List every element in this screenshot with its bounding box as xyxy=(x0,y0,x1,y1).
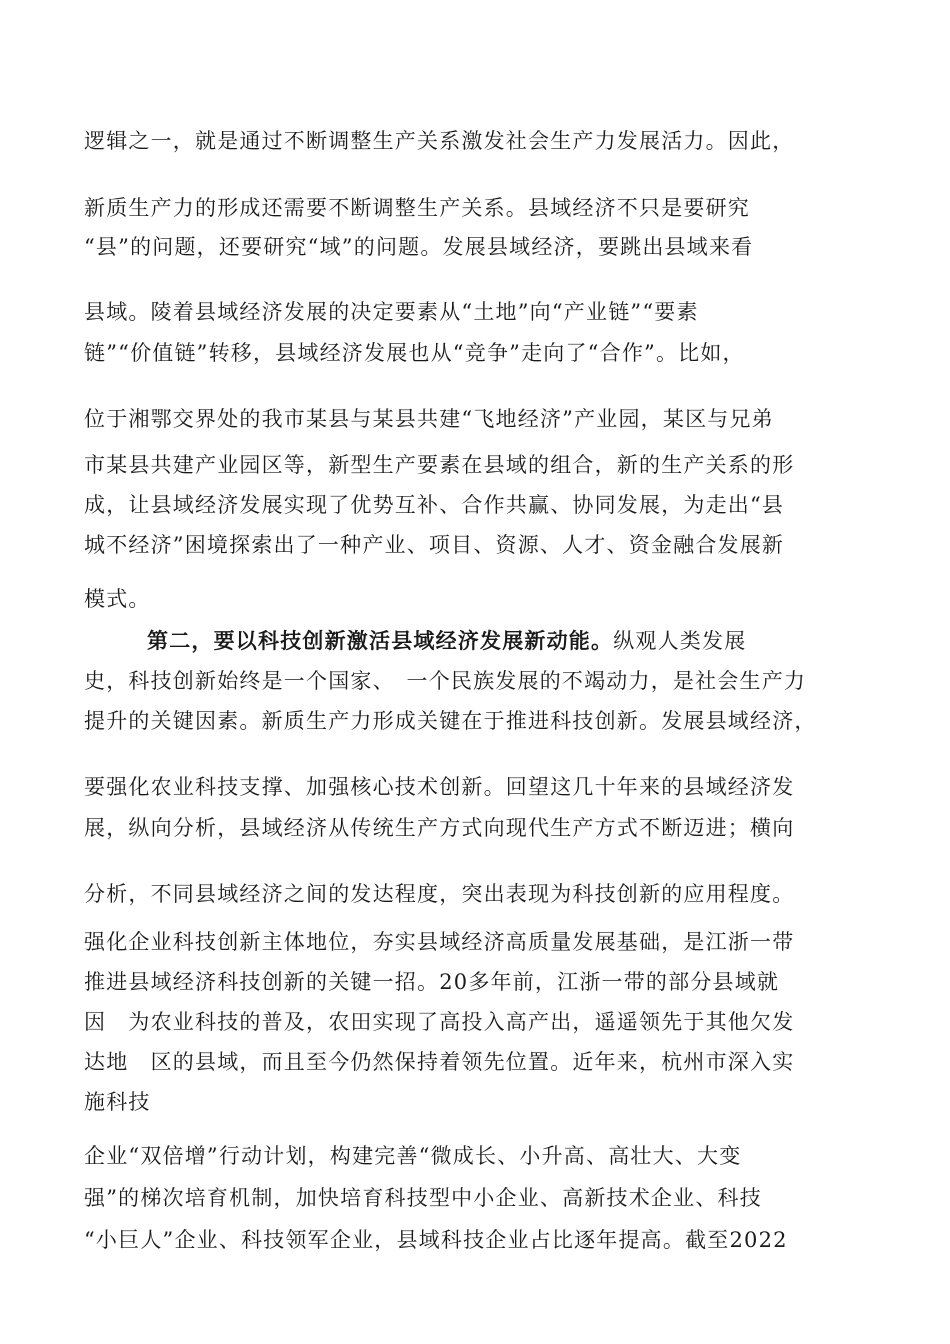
text-line-24: “小巨人”企业、科技领军企业，县域科技企业占比逐年提高。截至2022 xyxy=(84,1228,788,1252)
section-heading: 第二，要以科技创新激活县域经济发展新动能。 xyxy=(147,628,614,653)
text-line-6: 位于湘鄂交界处的我市某县与某县共建“飞地经济”产业园，某区与兄弟 xyxy=(84,407,774,431)
text-line-15: 展，纵向分析，县域经济从传统生产方式向现代生产方式不断迈进；横向 xyxy=(84,816,795,840)
text-line-11 xyxy=(147,627,746,655)
text-line-14: 要强化农业科技支撑、加强核心技术创新。回望这几十年来的县域经济发 xyxy=(84,775,795,799)
text-line-12: 史，科技创新始终是一个国家、 一个民族发展的不竭动力，是社会生产力 xyxy=(84,669,807,693)
text-line-21: 施科技 xyxy=(84,1090,151,1114)
text-line-16: 分析，不同县域经济之间的发达程度，突出表现为科技创新的应用程度。 xyxy=(84,882,795,906)
text-line-19: 因 为农业科技的普及，农田实现了高投入高产出，遥遥领先于其他欠发 xyxy=(84,1010,795,1034)
text-line-10: 模式。 xyxy=(84,587,151,611)
text-line-5: 链”“价值链”转移，县域经济发展也从“竞争”走向了“合作”。比如， xyxy=(84,341,745,365)
text-line-18: 推进县域经济科技创新的关键一招。20多年前，江浙一带的部分县域就 xyxy=(84,970,780,994)
text-line-8: 成，让县域经济发展实现了优势互补、合作共赢、协同发展，为走出“县 xyxy=(84,493,785,517)
text-line-4: 县域。陵着县域经济发展的决定要素从“土地”向“产业链”“要素 xyxy=(84,300,699,324)
text-line-1: 逻辑之一，就是通过不断调整生产关系激发社会生产力发展活力。因此， xyxy=(84,129,795,153)
text-line-13: 提升的关键因素。新质生产力形成关键在于推进科技创新。发展县域经济， xyxy=(84,709,817,733)
text-line-3: “县”的问题，还要研究“域”的问题。发展县域经济，要跳出县域来看 xyxy=(84,235,754,259)
section-heading-continuation: 纵观人类发展 xyxy=(613,629,747,653)
text-line-23: 强”的梯次培育机制，加快培育科技型中小企业、高新技术企业、科技 xyxy=(84,1186,762,1210)
text-line-22: 企业“双倍增”行动计划，构建完善“微成长、小升高、高壮大、大变 xyxy=(84,1144,742,1168)
text-line-2: 新质生产力的形成还需要不断调整生产关系。县域经济不只是要研究 xyxy=(84,196,750,220)
text-line-9: 城不经济”困境探索出了一种产业、项目、资源、人才、资金融合发展新 xyxy=(84,533,785,557)
text-line-17: 强化企业科技创新主体地位，夯实县域经济高质量发展基础，是江浙一带 xyxy=(84,930,795,954)
text-line-7: 市某县共建产业园区等，新型生产要素在县域的组合，新的生产关系的形 xyxy=(84,453,795,477)
text-line-20: 达地 区的县域，而且至今仍然保持着领先位置。近年来，杭州市深入实 xyxy=(84,1050,795,1074)
